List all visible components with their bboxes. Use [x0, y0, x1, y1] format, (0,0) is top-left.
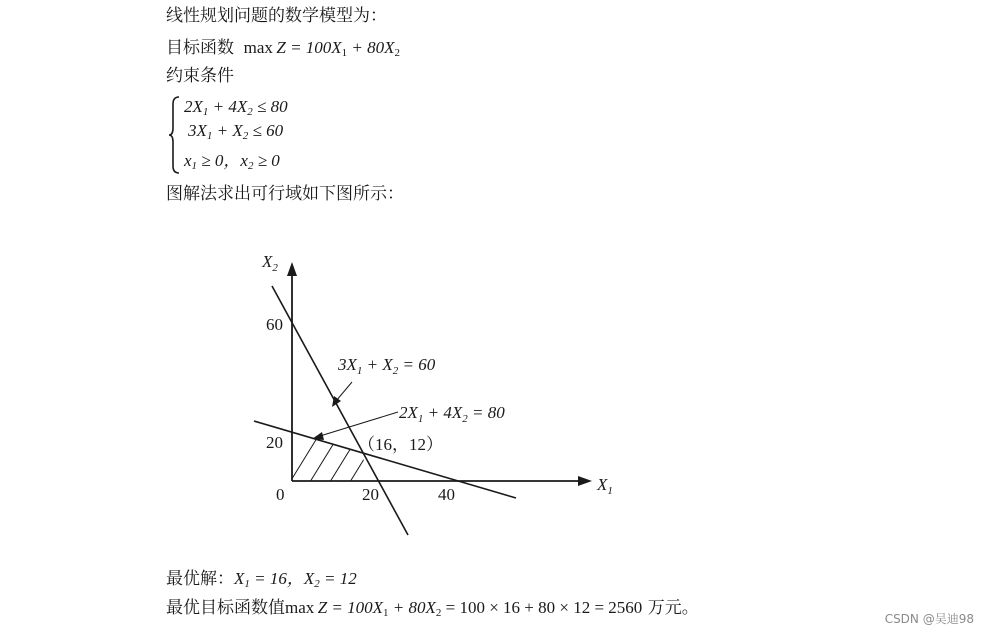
optimal-value [166, 597, 699, 619]
heading: 线性规划问题的数学模型为： [166, 6, 387, 26]
c1-c: ≤ 80 [252, 97, 288, 116]
vertex-label: （16，12） [358, 435, 443, 454]
line1-label: $3X_1 + X_2 = 60$ [338, 355, 436, 377]
optimal-solution [166, 568, 357, 590]
y-axis-label: $X_2$ [262, 252, 278, 274]
optimum-s1: 1 [383, 607, 389, 619]
tick-y-20: 20 [266, 433, 283, 452]
y-axis-arrow-icon [287, 262, 297, 276]
line2-label: $2X_1 + 4X_2 = 80$ [399, 403, 505, 425]
x-axis-label: $X_1$ [597, 475, 613, 497]
constraints-label: 约束条件 [166, 66, 234, 86]
c2-s2: 2 [242, 130, 249, 142]
objective-label: 目标函数 [166, 38, 234, 58]
solution-label: 最优解： [166, 569, 234, 589]
objective-plus: + 80X [347, 38, 395, 57]
origin-label: 0 [276, 485, 285, 504]
c2-c: ≤ 60 [248, 121, 284, 140]
pointer-line2-arrow-icon [312, 432, 324, 440]
optimum-e3: = 100 × 16 + 80 × 12 = 2560 [441, 598, 643, 617]
objective-sub2: 2 [394, 47, 401, 59]
solution-x1: X [234, 569, 245, 588]
pointer-line1 [336, 382, 352, 401]
constraint-line-2x1-4x2 [254, 421, 516, 498]
solution-s2: 2 [314, 578, 320, 590]
optimum-e1: = 100X [327, 598, 384, 617]
c1-b: + 4X [208, 97, 248, 116]
c2-s1: 1 [206, 130, 213, 142]
solution-x2: X [303, 569, 315, 588]
optimum-max: max [285, 598, 315, 617]
optimum-s2: 2 [435, 607, 442, 619]
pointer-line2 [320, 412, 398, 436]
c1-s1: 1 [202, 106, 209, 118]
objective-expr: = 100X [285, 38, 342, 57]
c1-a: 2X [184, 97, 203, 116]
c3-s1: 1 [191, 160, 198, 172]
optimum-z: Z [317, 598, 328, 617]
objective-z: Z [276, 38, 286, 57]
solution-v1: = 16， [249, 569, 304, 588]
c1-s2: 2 [247, 106, 253, 118]
x-axis-arrow-icon [578, 476, 592, 486]
optimum-e2: + 80X [388, 598, 436, 617]
graph-intro: 图解法求出可行域如下图所示： [166, 184, 404, 204]
c3-b: ≥ 0， [197, 151, 241, 170]
watermark: CSDN @吴迪98 [884, 612, 974, 626]
c2-a: 3X [188, 121, 207, 140]
solution-v2: = 12 [319, 569, 357, 588]
c3-s2: 2 [247, 160, 254, 172]
tick-y-60: 60 [266, 315, 283, 334]
tick-x-20: 20 [362, 485, 379, 504]
objective-max: max [243, 38, 273, 57]
c3-a: x [184, 151, 192, 170]
tick-x-40: 40 [438, 485, 455, 504]
solution-s1: 1 [244, 578, 250, 590]
optimum-unit: 万元。 [642, 598, 699, 618]
objective-sub1: 1 [341, 47, 348, 59]
c3-c: ≥ 0 [253, 151, 280, 170]
c2-b: + X [212, 121, 243, 140]
c3-x2: x [240, 151, 248, 170]
optimum-label: 最优目标函数值 [166, 598, 285, 618]
